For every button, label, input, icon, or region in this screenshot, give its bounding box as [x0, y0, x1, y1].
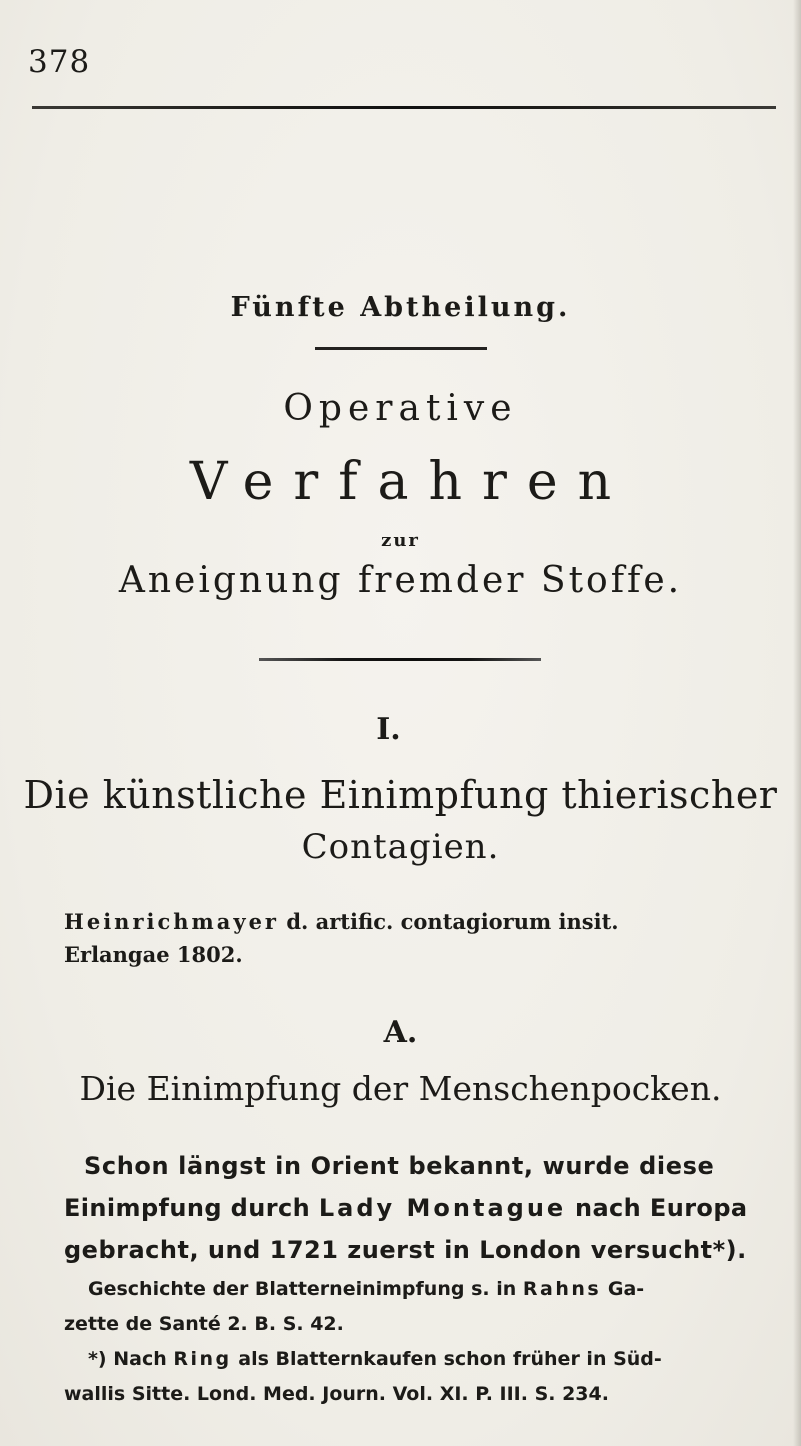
page-edge-shadow — [793, 0, 801, 1446]
citation-line-2: Erlangae 1802. — [64, 942, 243, 967]
subsection-letter: A. — [383, 1015, 418, 1050]
body-line-1: Schon längst in Orient bekannt, wurde diese — [84, 1152, 715, 1180]
body-line-3: gebracht, und 1721 zuerst in London versucht*). — [64, 1236, 747, 1264]
footnote-2-line-1 — [64, 1342, 784, 1377]
footnote-1-name: Rahns — [522, 1278, 602, 1300]
body-line-2-start: Einimpfung durch — [64, 1194, 311, 1222]
title-line-4: Aneignung fremder Stoffe. — [118, 560, 683, 601]
page-number: 378 — [28, 44, 91, 80]
subsection-heading: Die Einimpfung der Menschenpocken. — [79, 1069, 722, 1108]
body-paragraph — [64, 1145, 764, 1271]
title-line-1: Operative — [283, 388, 518, 429]
citation-line-1 — [64, 905, 784, 938]
footnote-2-name: Ring — [173, 1348, 232, 1370]
title-rule — [259, 658, 541, 661]
footnote-1-line-2: zette de Santé 2. B. S. 42. — [64, 1313, 344, 1335]
footnote-1 — [64, 1272, 784, 1342]
section-heading-line-1: Die künstliche Einimpfung thierischer — [23, 773, 778, 817]
footnote-1-end: Ga- — [607, 1278, 645, 1300]
title-line-2: Verfahren — [189, 452, 632, 512]
header-rule — [32, 106, 776, 109]
citation — [64, 905, 784, 971]
footnote-2 — [64, 1342, 784, 1412]
footnote-1-line-1 — [64, 1272, 784, 1307]
body-person-name: Lady Montague — [318, 1194, 567, 1222]
body-line-2-end: nach Europa — [574, 1194, 748, 1222]
body-line-2 — [64, 1187, 764, 1229]
citation-work: d. artific. contagiorum insit. — [286, 909, 619, 934]
section-number: I. — [376, 712, 401, 747]
part-title-rule — [315, 347, 487, 350]
section-heading-line-2: Contagien. — [301, 827, 500, 867]
footnote-1-start: Geschichte der Blatterneinimpfung s. in — [88, 1278, 517, 1300]
title-line-3: zur — [381, 530, 420, 551]
footnote-2-line-2: wallis Sitte. Lond. Med. Journ. Vol. XI. P. III. S. 234. — [64, 1383, 609, 1405]
footnote-2-start: *) Nach — [88, 1348, 167, 1370]
part-title: Fünfte Abtheilung. — [230, 292, 571, 323]
footnote-2-end: als Blatternkaufen schon früher in Süd- — [238, 1348, 662, 1370]
citation-author: Heinrichmayer — [64, 909, 279, 934]
